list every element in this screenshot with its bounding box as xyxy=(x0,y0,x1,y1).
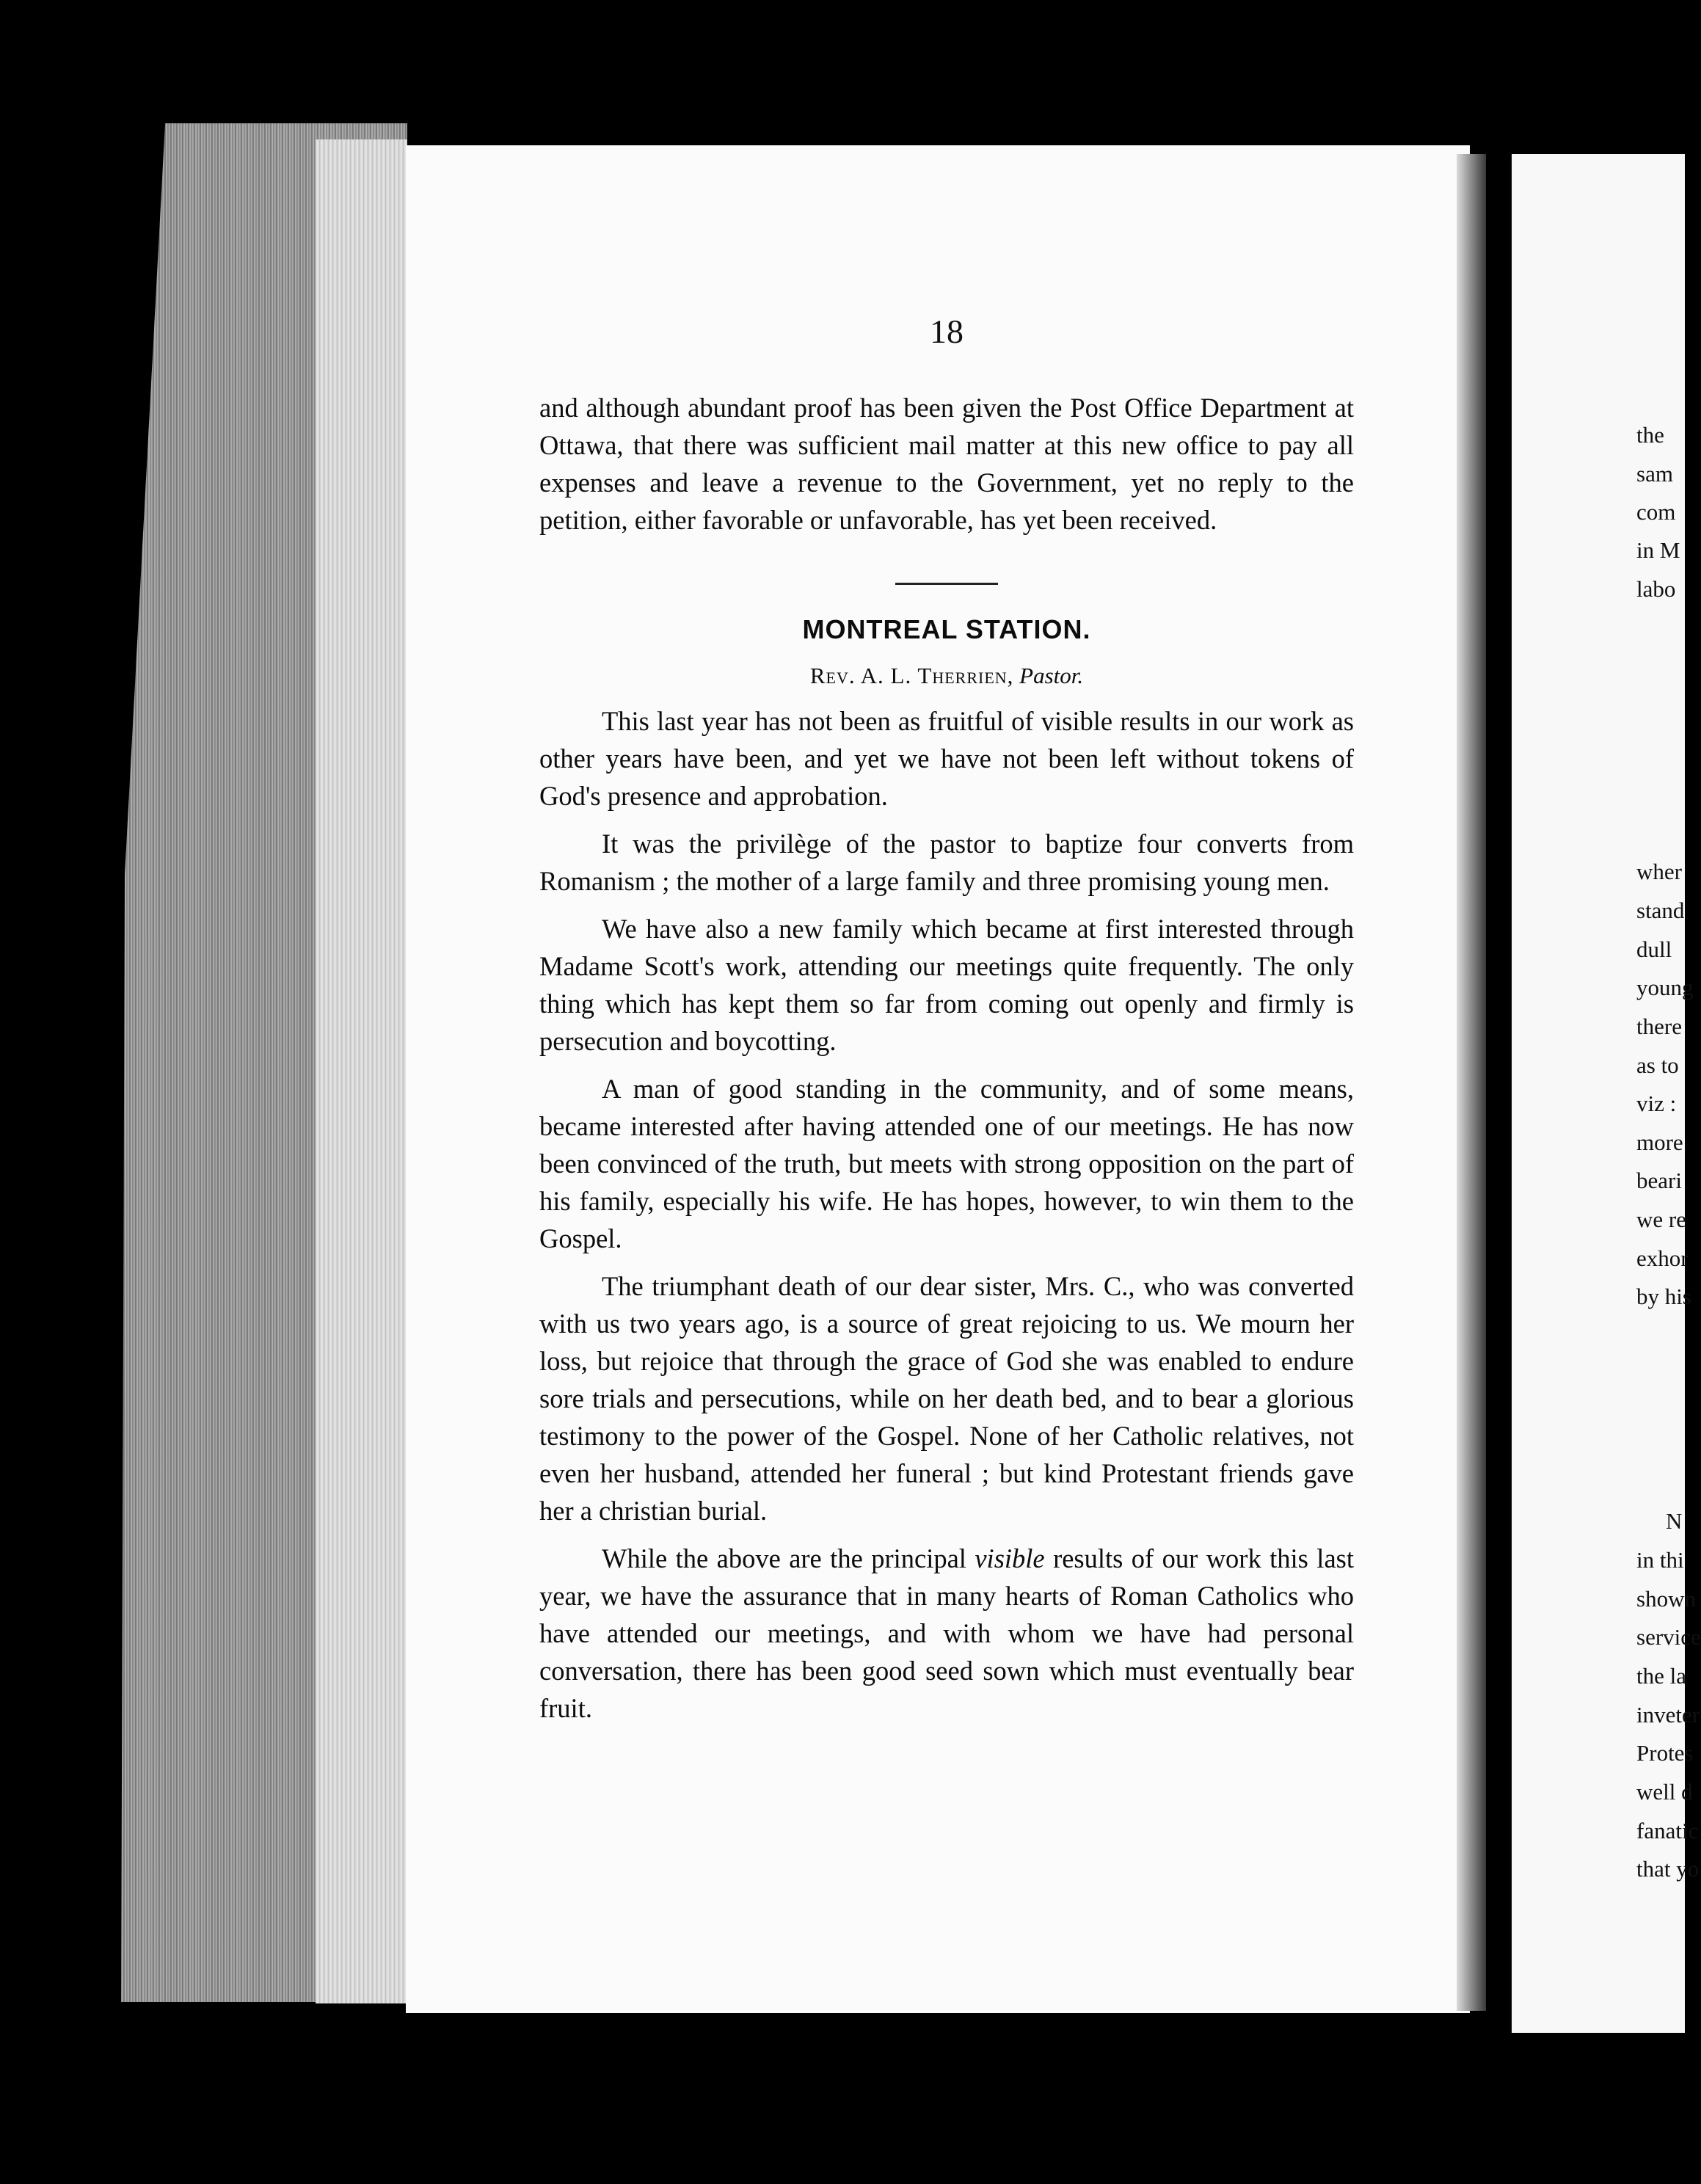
facing-page-fragment: stand xyxy=(1636,898,1685,923)
emphasis-text: visible xyxy=(975,1543,1045,1573)
opening-paragraph: and although abundant proof has been given the Post Office Department at Ottawa, that there was sufficient mail matter at this new office to pay all expenses and leave a revenue to the Government, yet no reply to the petition, either favorable or unfavorable, has yet been received. xyxy=(539,393,1354,535)
facing-page-fragment: labo xyxy=(1636,576,1676,602)
section-title: MONTREAL STATION. xyxy=(802,614,1091,644)
facing-page-fragment: inveter xyxy=(1636,1702,1700,1728)
facing-page-fragment: in thi xyxy=(1636,1547,1684,1573)
body-paragraph-last xyxy=(539,1540,1354,1727)
book-page-stack-inner xyxy=(316,139,407,2003)
facing-page-fragment: sam xyxy=(1636,461,1673,487)
body-paragraph: The triumphant death of our dear sister, Mrs. C., who was converted with us two years ago, is a source of great rejoicing to us. We mourn her loss, but rejoice that through the grace of God she was enabled to endure sore trials and persecutions, while on her death bed, and to bear a glorious testimony to the power of the Gospel. None of her Catholic relatives, not even her husband, attended her funeral ; but kind Protestant friends gave her a christian burial. xyxy=(539,1271,1354,1526)
facing-page-fragment: as to xyxy=(1636,1052,1679,1078)
facing-page-partial xyxy=(1512,154,1701,2033)
facing-page-fragment: exhor xyxy=(1636,1245,1689,1271)
facing-page-fragment: wher xyxy=(1636,859,1682,884)
facing-page-fragment: well d xyxy=(1636,1779,1693,1805)
byline-name: Rev. A. L. Therrien, xyxy=(809,663,1014,688)
body-paragraph: This last year has not been as fruitful of visible results in our work as other years have been, and yet we have not been left without tokens of God's presence and approbation. xyxy=(539,706,1354,811)
page-body xyxy=(539,389,1354,1737)
facing-page-fragment: shown xyxy=(1636,1586,1696,1612)
facing-page-fragment: more xyxy=(1636,1129,1683,1155)
facing-page-fragment: fanatic xyxy=(1636,1818,1699,1843)
facing-page-fragment: in M xyxy=(1636,537,1680,563)
facing-page-fragment: viz : xyxy=(1636,1091,1677,1116)
section-byline xyxy=(539,660,1354,692)
byline-role: Pastor. xyxy=(1019,663,1084,688)
facing-page-fragment: the xyxy=(1636,422,1664,448)
facing-page-fragment: Protes xyxy=(1636,1740,1694,1766)
facing-page-fragment: dull xyxy=(1636,936,1672,962)
facing-page-fragment: service xyxy=(1636,1624,1701,1650)
facing-page-fragment: the la xyxy=(1636,1663,1686,1689)
facing-page-fragment: com xyxy=(1636,499,1676,525)
facing-page-fragment: beari xyxy=(1636,1168,1682,1193)
text-run: results of our work this last year, we have the assurance that in many hearts of Roman Catholics who have attended our meetings, and with whom we have had personal conversation, there has been good seed sown which must eventually bear fruit. xyxy=(539,1543,1354,1723)
body-paragraph: It was the privilège of the pastor to baptize four converts from Romanism ; the mother of a large family and three promising young men. xyxy=(539,829,1354,896)
facing-page-fragment: we re xyxy=(1636,1206,1686,1232)
page-number: 18 xyxy=(930,313,964,350)
body-paragraph: A man of good standing in the community, and of some means, became interested after having attended one of our meetings. He has now been convinced of the truth, but meets with strong opposition on the part of his family, especially his wife. He has hopes, however, to win them to the Gospel. xyxy=(539,1074,1354,1253)
facing-page-fragment: N xyxy=(1666,1508,1683,1534)
facing-page-fragment: that yo xyxy=(1636,1856,1700,1882)
facing-page-fragment: by his xyxy=(1636,1284,1691,1309)
body-paragraph: We have also a new family which became at first interested through Madame Scott's work, attending our meetings quite frequently. The only thing which has kept them so far from coming out openly and firmly is persecution and boycotting. xyxy=(539,914,1354,1056)
book-gutter-shadow xyxy=(1457,154,1486,2011)
text-run: While the above are the principal xyxy=(602,1543,975,1573)
facing-page-fragment: there xyxy=(1636,1013,1682,1039)
section-divider xyxy=(895,583,998,585)
facing-page-fragment: young xyxy=(1636,975,1694,1000)
